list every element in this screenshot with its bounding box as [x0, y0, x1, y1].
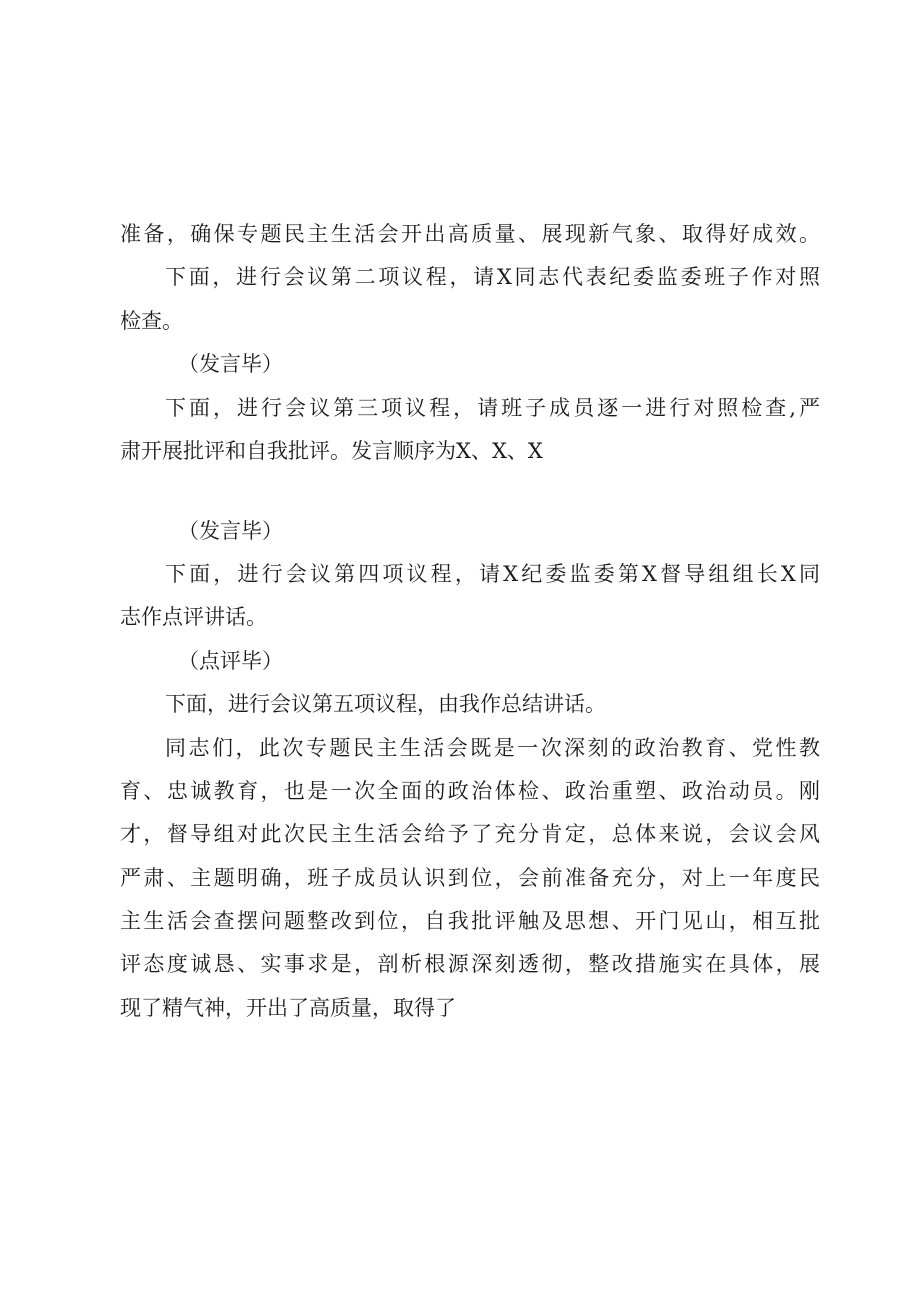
text-line-agenda-2: 下面，进行会议第二项议程，请X同志代表纪委监委班子作对照: [165, 265, 820, 289]
text-line-summary-7: 现了精气神，开出了高质量，取得了: [120, 996, 456, 1020]
text-line-agenda-2-cont: 检查。: [120, 309, 183, 333]
text-line-summary-3: 才，督导组对此次民主生活会给予了充分肯定，总体来说，会议会风: [120, 822, 820, 846]
text-line-comment-end: （点评毕）: [178, 649, 283, 673]
text-line-summary-1: 同志们，此次专题民主生活会既是一次深刻的政治教育、党性教: [165, 736, 820, 760]
text-line-preparation: 准备，确保专题民主生活会开出高质量、展现新气象、取得好成效。: [120, 222, 820, 246]
text-line-agenda-3-cont: 肃开展批评和自我批评。发言顺序为X、X、X: [120, 439, 543, 463]
text-line-agenda-3: 下面，进行会议第三项议程，请班子成员逐一进行对照检查,严: [165, 396, 820, 420]
text-line-agenda-5: 下面，进行会议第五项议程，由我作总结讲话。: [165, 692, 606, 716]
text-line-summary-2: 育、忠诚教育，也是一次全面的政治体检、政治重塑、政治动员。刚: [120, 779, 820, 803]
text-line-speech-end-1: （发言毕）: [178, 352, 283, 376]
text-line-agenda-4-cont: 志作点评讲话。: [120, 605, 267, 629]
text-line-summary-6: 评态度诚恳、实事求是，剖析根源深刻透彻，整改措施实在具体，展: [120, 952, 820, 976]
text-line-summary-4: 严肃、主题明确，班子成员认识到位，会前准备充分，对上一年度民: [120, 866, 820, 890]
text-line-speech-end-2: （发言毕）: [178, 519, 283, 543]
text-line-agenda-4: 下面，进行会议第四项议程，请X纪委监委第X督导组组长X同: [165, 562, 820, 586]
text-line-summary-5: 主生活会查摆问题整改到位，自我批评触及思想、开门见山，相互批: [120, 909, 820, 933]
